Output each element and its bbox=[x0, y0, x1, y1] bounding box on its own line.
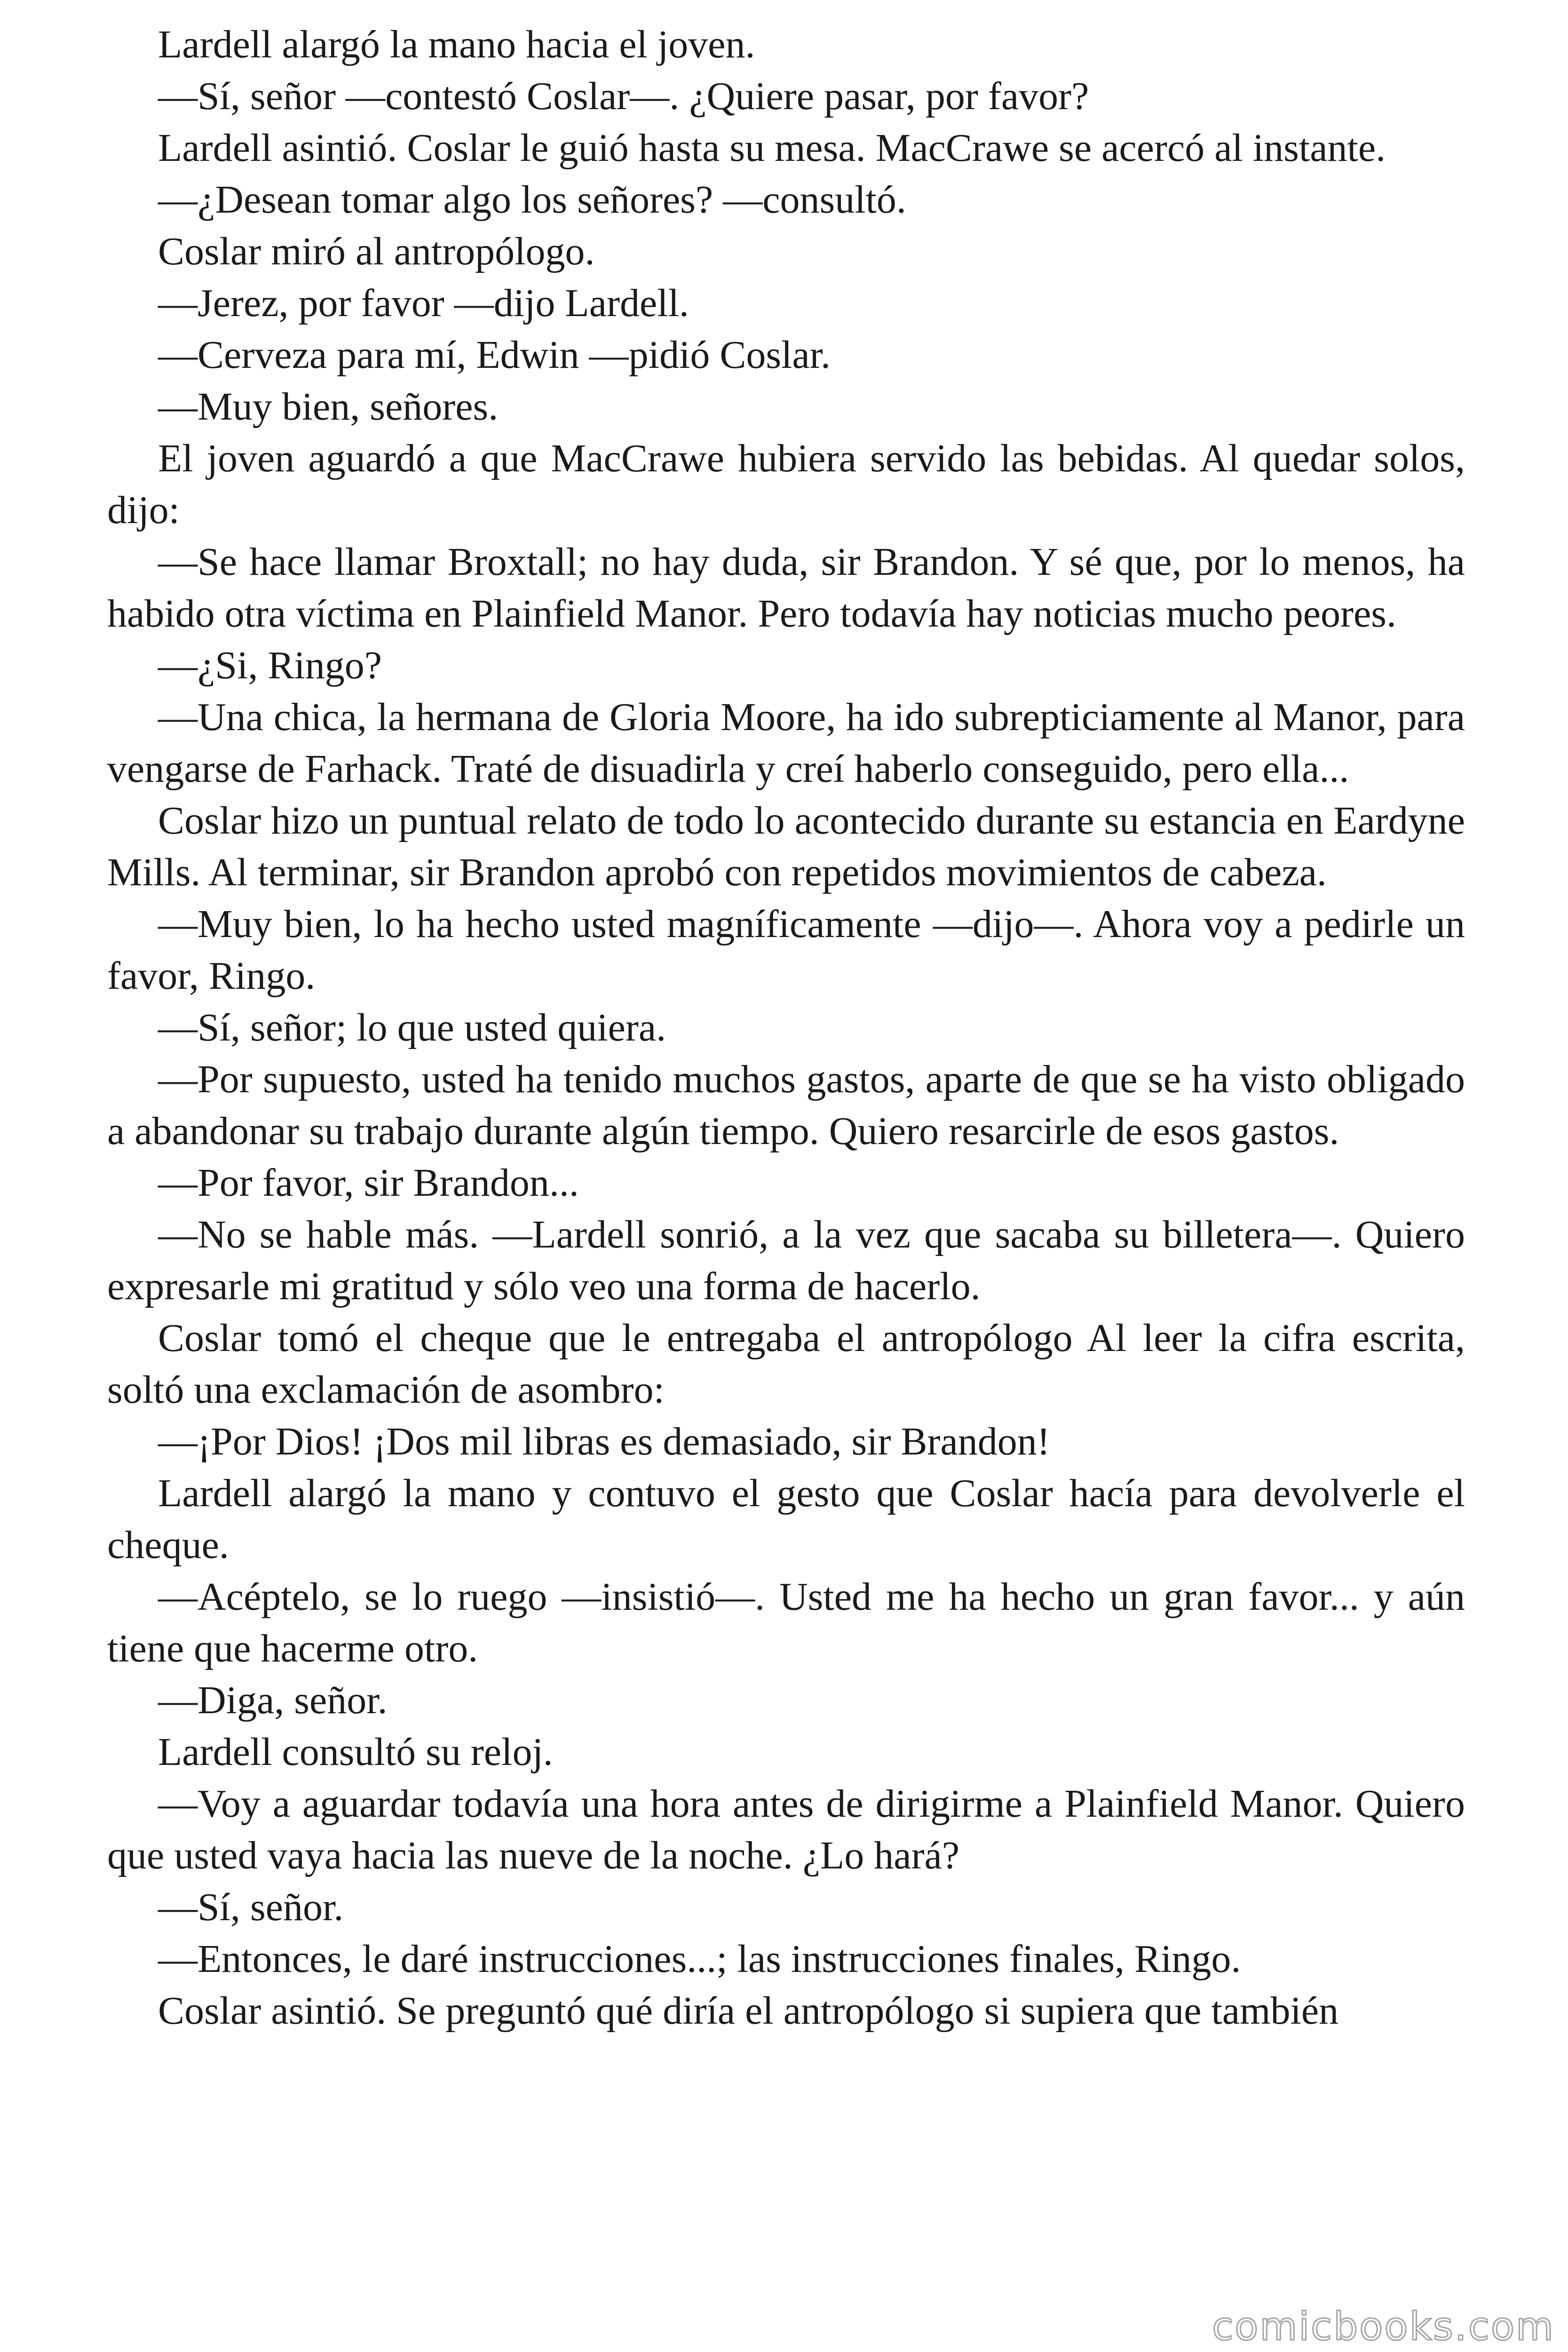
paragraph: —Diga, señor. bbox=[158, 1678, 388, 1722]
paragraph: Coslar tomó el cheque que le entregaba el antropólogo Al leer la cifra escrita, soltó una exclamación de asombro: bbox=[107, 1316, 1465, 1412]
paragraph: —Jerez, por favor —dijo Lardell. bbox=[158, 281, 689, 325]
paragraph: —Entonces, le daré instrucciones...; las instrucciones finales, Ringo. bbox=[158, 1937, 1241, 1981]
paragraph: —Sí, señor. bbox=[158, 1885, 344, 1929]
paragraph: —Se hace llamar Broxtall; no hay duda, sir Brandon. Y sé que, por lo menos, ha habido otra víctima en Plainfield Manor. Pero todavía hay noticias mucho peores. bbox=[107, 540, 1465, 636]
paragraph: —Sí, señor; lo que usted quiera. bbox=[158, 1006, 666, 1049]
paragraph: Coslar hizo un puntual relato de todo lo acontecido durante su estancia en Eardyne Mills. Al terminar, sir Brandon aprobó con repetidos movimientos de cabeza. bbox=[107, 799, 1465, 894]
paragraph: Lardell asintió. Coslar le guió hasta su mesa. MacCrawe se acercó al instante. bbox=[158, 126, 1386, 170]
paragraph: —Voy a aguardar todavía una hora antes de dirigirme a Plainfield Manor. Quiero que usted vaya hacia las nueve de la noche. ¿Lo hará? bbox=[107, 1782, 1465, 1877]
paragraph: —Sí, señor —contestó Coslar—. ¿Quiere pasar, por favor? bbox=[158, 74, 1089, 118]
paragraph: —Acéptelo, se lo ruego —insistió—. Usted me ha hecho un gran favor... y aún tiene que hacerme otro. bbox=[107, 1575, 1465, 1670]
paragraph: —Por supuesto, usted ha tenido muchos gastos, aparte de que se ha visto obligado a abandonar su trabajo durante algún tiempo. Quiero resarcirle de esos gastos. bbox=[107, 1057, 1465, 1153]
paragraph: Coslar asintió. Se preguntó qué diría el antropólogo si supiera que también bbox=[158, 1989, 1339, 2033]
paragraph: —¿Si, Ringo? bbox=[158, 644, 382, 687]
paragraph: —Por favor, sir Brandon... bbox=[158, 1161, 579, 1205]
book-page bbox=[107, 19, 1465, 2037]
paragraph: —Muy bien, lo ha hecho usted magníficamente —dijo—. Ahora voy a pedirle un favor, Ringo. bbox=[107, 902, 1465, 998]
paragraph: —Una chica, la hermana de Gloria Moore, ha ido subrepticiamente al Manor, para vengarse de Farhack. Traté de disuadirla y creí haberlo conseguido, pero ella... bbox=[107, 695, 1465, 791]
paragraph: Lardell alargó la mano y contuvo el gesto que Coslar hacía para devolverle el cheque. bbox=[107, 1471, 1465, 1567]
paragraph: —Cerveza para mí, Edwin —pidió Coslar. bbox=[158, 333, 831, 377]
paragraph: —Muy bien, señores. bbox=[158, 385, 499, 429]
paragraph: Coslar miró al antropólogo. bbox=[158, 230, 595, 273]
paragraph: El joven aguardó a que MacCrawe hubiera servido las bebidas. Al quedar solos, dijo: bbox=[107, 437, 1465, 532]
paragraph: Lardell consultó su reloj. bbox=[158, 1730, 553, 1774]
paragraph: —¡Por Dios! ¡Dos mil libras es demasiado, sir Brandon! bbox=[158, 1420, 1050, 1463]
watermark: comicbooks.com bbox=[1212, 2304, 1555, 2349]
paragraph: Lardell alargó la mano hacia el joven. bbox=[158, 23, 755, 66]
paragraph: —No se hable más. —Lardell sonrió, a la vez que sacaba su billetera—. Quiero expresarle mi gratitud y sólo veo una forma de hacerlo. bbox=[107, 1213, 1465, 1308]
paragraph: —¿Desean tomar algo los señores? —consultó. bbox=[158, 178, 906, 222]
